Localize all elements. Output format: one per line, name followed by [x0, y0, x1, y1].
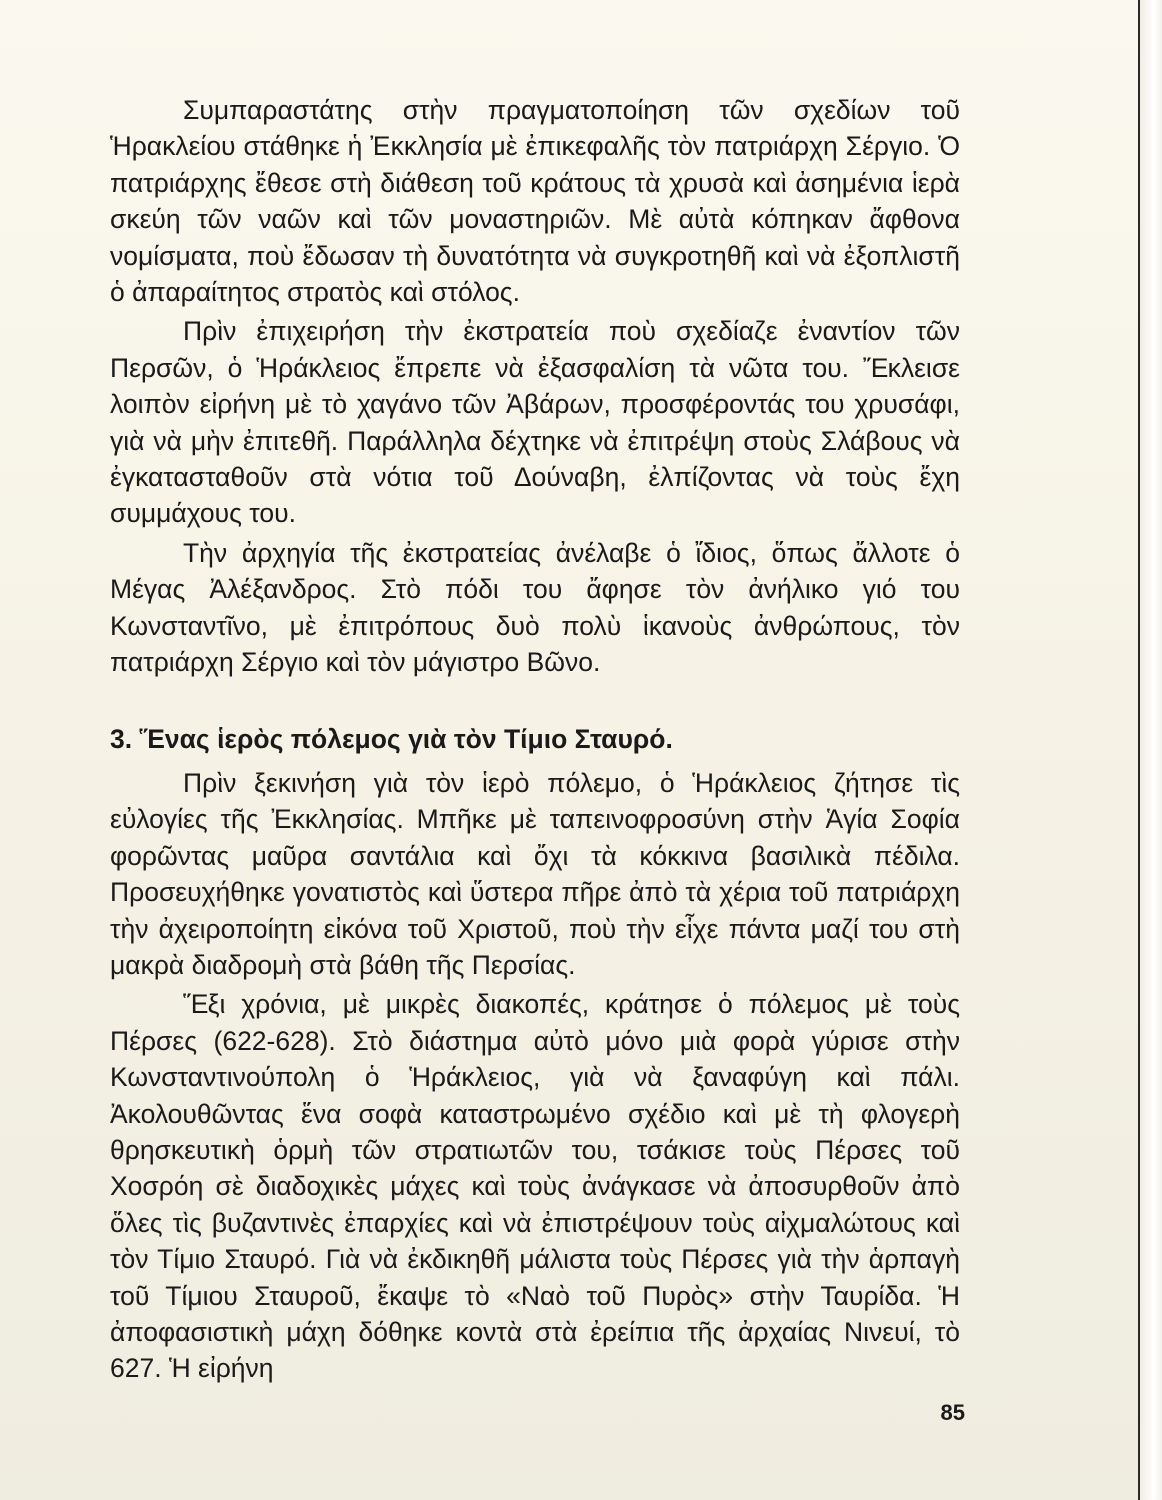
page-number: 85 [940, 1400, 965, 1425]
paragraph-5: Ἕξι χρόνια, μὲ μικρὲς διακοπές, κράτησε ὁ πόλεμος μὲ τοὺς Πέρσες (622-628). Στὸ διάστημα αὐτὸ μόνο μιὰ φορὰ γύρισε στὴν Κωνσταντινούπολη ὁ Ἡράκλειος, γιὰ νὰ ξαναφύγη καὶ πάλι. Ἀκολουθῶντας ἕνα σοφὰ καταστρωμένο σχέδιο καὶ μὲ τὴ φλογερὴ θρησκευτικὴ ὁρμὴ τῶν στρατιωτῶν του, τσάκισε τοὺς Πέρσες τοῦ Χοσρόη σὲ διαδοχικὲς μάχες καὶ τοὺς ἀνάγκασε νὰ ἀποσυρθοῦν ἀπὸ ὅλες τὶς βυζαντινὲς ἐπαρχίες καὶ νὰ ἐπιστρέψουν τοὺς αἰχμαλώτους καὶ τὸν Τίμιο Σταυρό. Γιὰ νὰ ἐκδικηθῆ μάλιστα τοὺς Πέρσες γιὰ τὴν ἁρπαγὴ τοῦ Τίμιου Σταυροῦ, ἔκαψε τὸ «Ναὸ τοῦ Πυρὸς» στὴν Ταυρίδα. Ἡ ἀποφασιστικὴ μάχη δόθηκε κοντὰ στὰ ἐρείπια τῆς ἀρχαίας Νινευί, τὸ 627. Ἡ εἰρήνη [110, 989, 960, 1384]
paragraph-2: Πρὶν ἐπιχειρήση τὴν ἐκστρατεία ποὺ σχεδίαζε ἐναντίον τῶν Περσῶν, ὁ Ἡράκλειος ἔπρεπε νὰ ἐξασφαλίση τὰ νῶτα του. Ἔκλεισε λοιπὸν εἰρήνη μὲ τὸ χαγάνο τῶν Ἀβάρων, προσφέροντάς του χρυσάφι, γιὰ νὰ μὴν ἐπιτεθῆ. Παράλληλα δέχτηκε νὰ ἐπιτρέψη στοὺς Σλάβους νὰ ἐγκατασταθοῦν στὰ νότια τοῦ Δούναβη, ἐλπίζοντας νὰ τοὺς ἔχη συμμάχους του. [110, 316, 960, 529]
paragraph-1: Συμπαραστάτης στὴν πραγματοποίηση τῶν σχεδίων τοῦ Ἡρακλείου στάθηκε ἡ Ἐκκλησία μὲ ἐπικεφαλῆς τὸν πατριάρχη Σέργιο. Ὁ πατριάρχης ἔθεσε στὴ διάθεση τοῦ κράτους τὰ χρυσὰ καὶ ἀσημένια ἱερὰ σκεύη τῶν ναῶν καὶ τῶν μοναστηριῶν. Μὲ αὐτὰ κόπηκαν ἄφθονα νομίσματα, ποὺ ἔδωσαν τὴ δυνατότητα νὰ συγκροτηθῆ καὶ νὰ ἐξοπλιστῆ ὁ ἀπαραίτητος στρατὸς καὶ στόλος. [110, 95, 960, 308]
paragraph-4: Πρὶν ξεκινήση γιὰ τὸν ἱερὸ πόλεμο, ὁ Ἡράκλειος ζήτησε τὶς εὐλογίες τῆς Ἐκκλησίας. Μπῆκε μὲ ταπεινοφροσύνη στὴν Ἁγία Σοφία φορῶντας μαῦρα σαντάλια καὶ ὄχι τὰ κόκκινα βασιλικὰ πέδιλα. Προσευχήθηκε γονατιστὸς καὶ ὕστερα πῆρε ἀπὸ τὰ χέρια τοῦ πατριάρχη τὴν ἀχειροποίητη εἰκόνα τοῦ Χριστοῦ, ποὺ τὴν εἶχε πάντα μαζί του στὴ μακρὰ διαδρομὴ στὰ βάθη τῆς Περσίας. [110, 767, 960, 980]
page-edge [1138, 0, 1162, 1500]
text-column [110, 92, 960, 1387]
section-heading: 3. Ἕνας ἱερὸς πόλεμος γιὰ τὸν Τίμιο Σταυρό. [110, 723, 673, 754]
paragraph-3: Τὴν ἀρχηγία τῆς ἐκστρατείας ἀνέλαβε ὁ ἴδιος, ὅπως ἄλλοτε ὁ Μέγας Ἀλέξανδρος. Στὸ πόδι του ἄφησε τὸν ἀνήλικο γιό του Κωνσταντῖνο, μὲ ἐπιτρόπους δυὸ πολὺ ἱκανοὺς ἀνθρώπους, τὸν πατριάρχη Σέργιο καὶ τὸν μάγιστρο Βῶνο. [110, 537, 960, 678]
